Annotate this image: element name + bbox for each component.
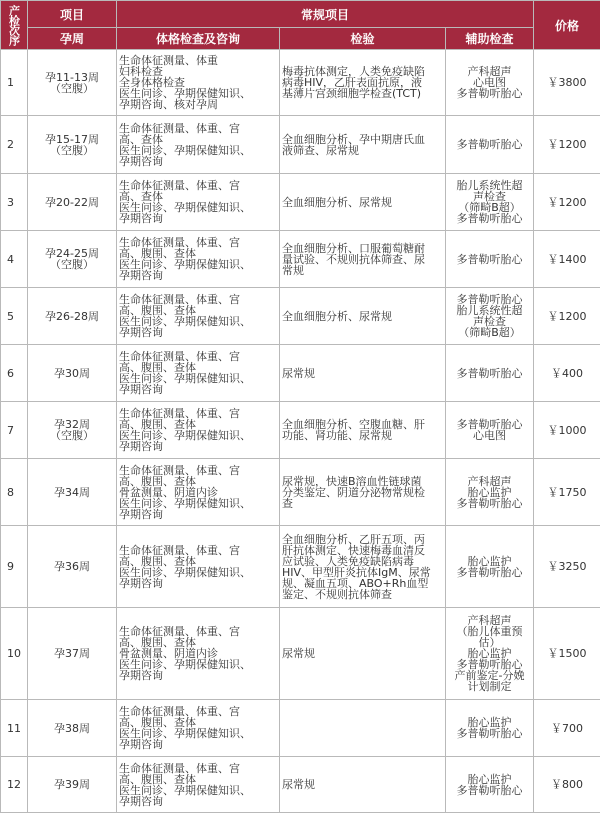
auxiliary-exam-cell: 胎儿系统性超 声检查 （筛畸B超） 多普勒听胎心: [446, 174, 534, 231]
gestational-week-cell: 孕34周: [28, 459, 117, 526]
price-cell: ￥700: [534, 700, 600, 757]
auxiliary-exam-cell: 多普勒听胎心: [446, 345, 534, 402]
lab-tests-cell: [280, 700, 446, 757]
physical-exam-cell: 生命体征测量、体重、宫 高、腹围、查体 医生问诊、孕期保健知识、 孕期咨询: [117, 757, 280, 813]
table-row: [1, 50, 600, 116]
auxiliary-exam-cell: 多普勒听胎心 心电图: [446, 402, 534, 459]
table-row: [1, 402, 600, 459]
price-cell: ￥1200: [534, 174, 600, 231]
physical-header: 体格检查及咨询: [117, 28, 280, 50]
price-cell: ￥3250: [534, 526, 600, 608]
lab-tests-cell: 全血细胞分析、孕中期唐氏血 液筛查、尿常规: [280, 116, 446, 174]
gestational-week-cell: 孕30周: [28, 345, 117, 402]
table-row: [1, 231, 600, 288]
price-cell: ￥3800: [534, 50, 600, 116]
lab-tests-cell: 尿常规，快速B溶血性链球菌 分类鉴定、阴道分泌物常规检 查: [280, 459, 446, 526]
table-row: [1, 526, 600, 608]
price-cell: ￥400: [534, 345, 600, 402]
lab-tests-cell: 全血细胞分析、乙肝五项、丙 肝抗体测定、快速梅毒血清反 应试验、人类免疫缺陷病毒 HIV、甲型肝炎抗体IgM、尿常 规、凝血五项、ABO+Rh血型 鉴定、不规则抗体筛查: [280, 526, 446, 608]
auxiliary-exam-cell: 产科超声 心电图 多普勒听胎心: [446, 50, 534, 116]
auxiliary-exam-cell: 胎心监护 多普勒听胎心: [446, 757, 534, 813]
physical-exam-cell: 生命体征测量、体重、宫 高、腹围、查体 骨盆测量、阴道内诊 医生问诊、孕期保健知识、 孕期咨询: [117, 608, 280, 700]
week-header: 孕周: [28, 28, 117, 50]
physical-exam-cell: 生命体征测量、体重、宫 高、查体 医生问诊、孕期保健知识、 孕期咨询: [117, 174, 280, 231]
table-body: [1, 50, 600, 813]
auxiliary-exam-cell: 多普勒听胎心: [446, 231, 534, 288]
table-row: [1, 345, 600, 402]
physical-exam-cell: 生命体征测量、体重、宫 高、腹围、查体 医生问诊、孕期保健知识、 孕期咨询: [117, 288, 280, 345]
gestational-week-cell: 孕38周: [28, 700, 117, 757]
project-header: 项目: [28, 1, 117, 28]
auxiliary-exam-cell: 产科超声 胎心监护 多普勒听胎心: [446, 459, 534, 526]
price-cell: ￥1750: [534, 459, 600, 526]
lab-tests-cell: 全血细胞分析、尿常规: [280, 288, 446, 345]
lab-tests-cell: 梅毒抗体测定，人类免疫缺陷 病毒HIV，乙肝表面抗原，液 基薄片宫颈细胞学检查(TCT): [280, 50, 446, 116]
gestational-week-cell: 孕24-25周 （空腹）: [28, 231, 117, 288]
physical-exam-cell: 生命体征测量、体重、宫 高、腹围、查体 骨盆测量、阴道内诊 医生问诊、孕期保健知识、 孕期咨询: [117, 459, 280, 526]
routine-header: 常规项目: [117, 1, 534, 28]
lab-tests-cell: 全血细胞分析、尿常规: [280, 174, 446, 231]
stage-number-cell: 10: [1, 608, 28, 700]
table-row: [1, 757, 600, 813]
stage-number-cell: 7: [1, 402, 28, 459]
table-row: [1, 459, 600, 526]
gestational-week-cell: 孕15-17周 （空腹）: [28, 116, 117, 174]
physical-exam-cell: 生命体征测量、体重 妇科检查 全身体格检查 医生问诊、孕期保健知识、 孕期咨询、核对孕周: [117, 50, 280, 116]
stage-number-cell: 5: [1, 288, 28, 345]
lab-header: 检验: [280, 28, 446, 50]
auxiliary-exam-cell: 多普勒听胎心 胎儿系统性超 声检查 （筛畸B超）: [446, 288, 534, 345]
auxiliary-exam-cell: 多普勒听胎心: [446, 116, 534, 174]
gestational-week-cell: 孕36周: [28, 526, 117, 608]
price-cell: ￥1200: [534, 116, 600, 174]
gestational-week-cell: 孕11-13周 （空腹）: [28, 50, 117, 116]
lab-tests-cell: 全血细胞分析、空腹血糖、肝 功能、肾功能、尿常规: [280, 402, 446, 459]
stage-number-cell: 1: [1, 50, 28, 116]
table-row: [1, 700, 600, 757]
gestational-week-cell: 孕39周: [28, 757, 117, 813]
stage-number-cell: 8: [1, 459, 28, 526]
table-row: [1, 174, 600, 231]
physical-exam-cell: 生命体征测量、体重、宫 高、腹围、查体 医生问诊、孕期保健知识、 孕期咨询: [117, 526, 280, 608]
gestational-week-cell: 孕37周: [28, 608, 117, 700]
stage-number-cell: 12: [1, 757, 28, 813]
price-cell: ￥1000: [534, 402, 600, 459]
price-cell: ￥1400: [534, 231, 600, 288]
physical-exam-cell: 生命体征测量、体重、宫 高、查体 医生问诊、孕期保健知识、 孕期咨询: [117, 116, 280, 174]
stage-header: 产检次序: [1, 1, 28, 50]
table-row: [1, 608, 600, 700]
physical-exam-cell: 生命体征测量、体重、宫 高、腹围、查体 医生问诊、孕期保健知识、 孕期咨询: [117, 402, 280, 459]
table-header: [1, 1, 600, 50]
auxiliary-exam-cell: 胎心监护 多普勒听胎心: [446, 526, 534, 608]
price-cell: ￥1200: [534, 288, 600, 345]
lab-tests-cell: 尿常规: [280, 757, 446, 813]
physical-exam-cell: 生命体征测量、体重、宫 高、腹围、查体 医生问诊、孕期保健知识、 孕期咨询: [117, 700, 280, 757]
stage-number-cell: 4: [1, 231, 28, 288]
price-cell: ￥1500: [534, 608, 600, 700]
stage-number-cell: 3: [1, 174, 28, 231]
auxiliary-exam-cell: 胎心监护 多普勒听胎心: [446, 700, 534, 757]
lab-tests-cell: 全血细胞分析、口服葡萄糖耐 量试验、不规则抗体筛查、尿 常规: [280, 231, 446, 288]
gestational-week-cell: 孕20-22周: [28, 174, 117, 231]
table-row: [1, 116, 600, 174]
lab-tests-cell: 尿常规: [280, 608, 446, 700]
stage-number-cell: 9: [1, 526, 28, 608]
auxiliary-exam-cell: 产科超声 （胎儿体重预 估） 胎心监护 多普勒听胎心 产前鉴定-分娩 计划制定: [446, 608, 534, 700]
gestational-week-cell: 孕32周 （空腹）: [28, 402, 117, 459]
physical-exam-cell: 生命体征测量、体重、宫 高、腹围、查体 医生问诊、孕期保健知识、 孕期咨询: [117, 231, 280, 288]
price-cell: ￥800: [534, 757, 600, 813]
stage-number-cell: 6: [1, 345, 28, 402]
stage-number-cell: 2: [1, 116, 28, 174]
lab-tests-cell: 尿常规: [280, 345, 446, 402]
physical-exam-cell: 生命体征测量、体重、宫 高、腹围、查体 医生问诊、孕期保健知识、 孕期咨询: [117, 345, 280, 402]
stage-number-cell: 11: [1, 700, 28, 757]
price-header: 价格: [534, 1, 600, 50]
gestational-week-cell: 孕26-28周: [28, 288, 117, 345]
table-row: [1, 288, 600, 345]
aux-header: 辅助检查: [446, 28, 534, 50]
